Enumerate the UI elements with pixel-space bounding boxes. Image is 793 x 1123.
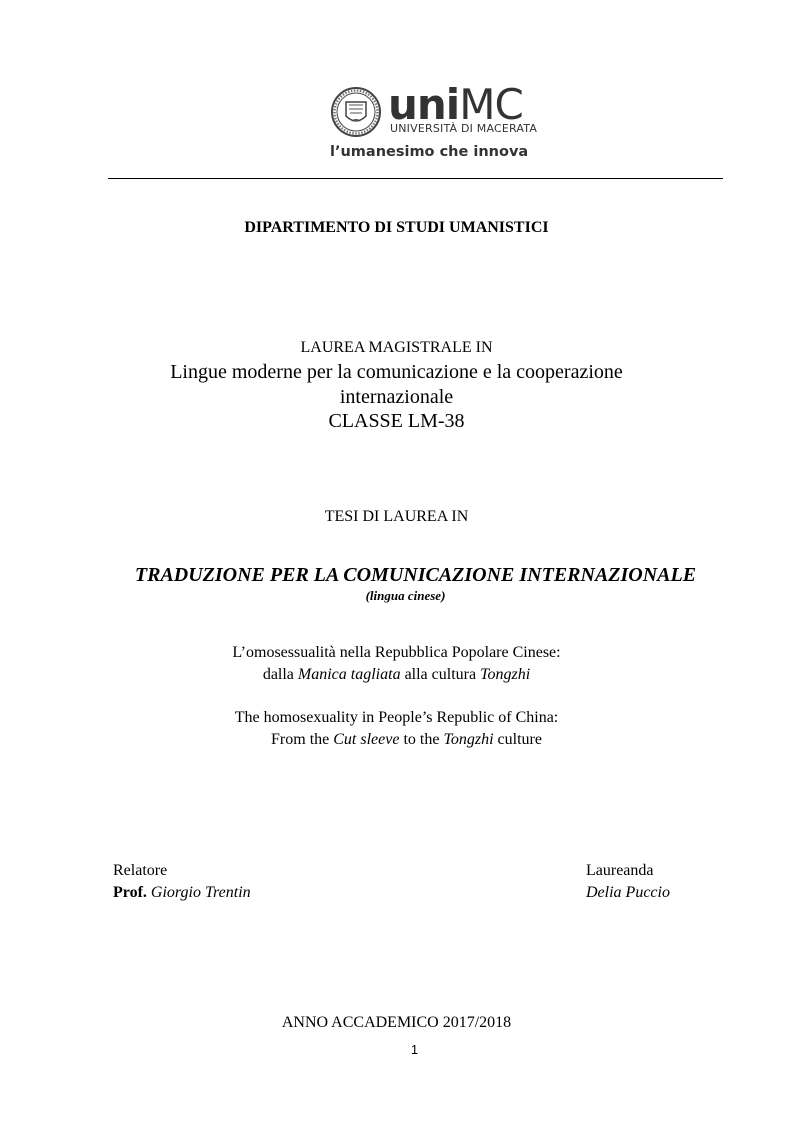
title-italian-line2 <box>0 665 793 685</box>
title-italian-italic2: Tongzhi <box>480 666 531 683</box>
supervisor-name: Giorgio Trentin <box>150 884 251 901</box>
thesis-subject: TRADUZIONE PER LA COMUNICAZIONE INTERNAZIONALE <box>134 564 697 586</box>
supervisor-label: Relatore <box>113 862 168 879</box>
thesis-subject-note: (lingua cinese) <box>365 588 446 603</box>
logo-university-name: UNIVERSITÀ DI MACERATA <box>390 122 538 135</box>
degree-class: CLASSE LM-38 <box>328 410 465 432</box>
logo-wordmark-light: MC <box>459 80 523 129</box>
title-english-italic1: Cut sleeve <box>333 731 400 748</box>
university-seal-icon <box>330 86 382 138</box>
candidate-name: Delia Puccio <box>586 884 670 901</box>
logo-tagline: l’umanesimo che innova <box>330 144 529 160</box>
title-italian-line1: L’omosessualità nella Repubblica Popolare Cinese: <box>232 644 561 661</box>
degree-name-line1: Lingue moderne per la comunicazione e la cooperazione <box>170 361 623 383</box>
title-italian-part1: dalla <box>262 666 298 683</box>
title-english-line2 <box>0 730 793 750</box>
thesis-label: TESI DI LAUREA IN <box>324 508 469 525</box>
title-english-part3: culture <box>493 731 542 748</box>
title-italian-italic1: Manica tagliata <box>297 666 401 683</box>
title-english-part2: to the <box>399 731 444 748</box>
degree-name-line2: internazionale <box>339 386 454 408</box>
department-heading: DIPARTIMENTO DI STUDI UMANISTICI <box>244 219 549 236</box>
title-english-line1: The homosexuality in People’s Republic of China: <box>234 709 559 726</box>
header-divider <box>108 178 723 179</box>
supervisor-name-line <box>113 883 251 903</box>
title-english-part1: From the <box>271 731 334 748</box>
supervisor-prefix: Prof. <box>113 884 151 901</box>
candidate-label: Laureanda <box>586 862 654 879</box>
logo-wordmark-bold: uni <box>388 80 460 129</box>
page-number: 1 <box>410 1042 419 1057</box>
university-logo <box>330 80 538 164</box>
degree-label: LAUREA MAGISTRALE IN <box>300 339 493 356</box>
academic-year: ANNO ACCADEMICO 2017/2018 <box>281 1014 512 1031</box>
title-english-italic2: Tongzhi <box>443 731 494 748</box>
title-italian-part2: alla cultura <box>400 666 481 683</box>
